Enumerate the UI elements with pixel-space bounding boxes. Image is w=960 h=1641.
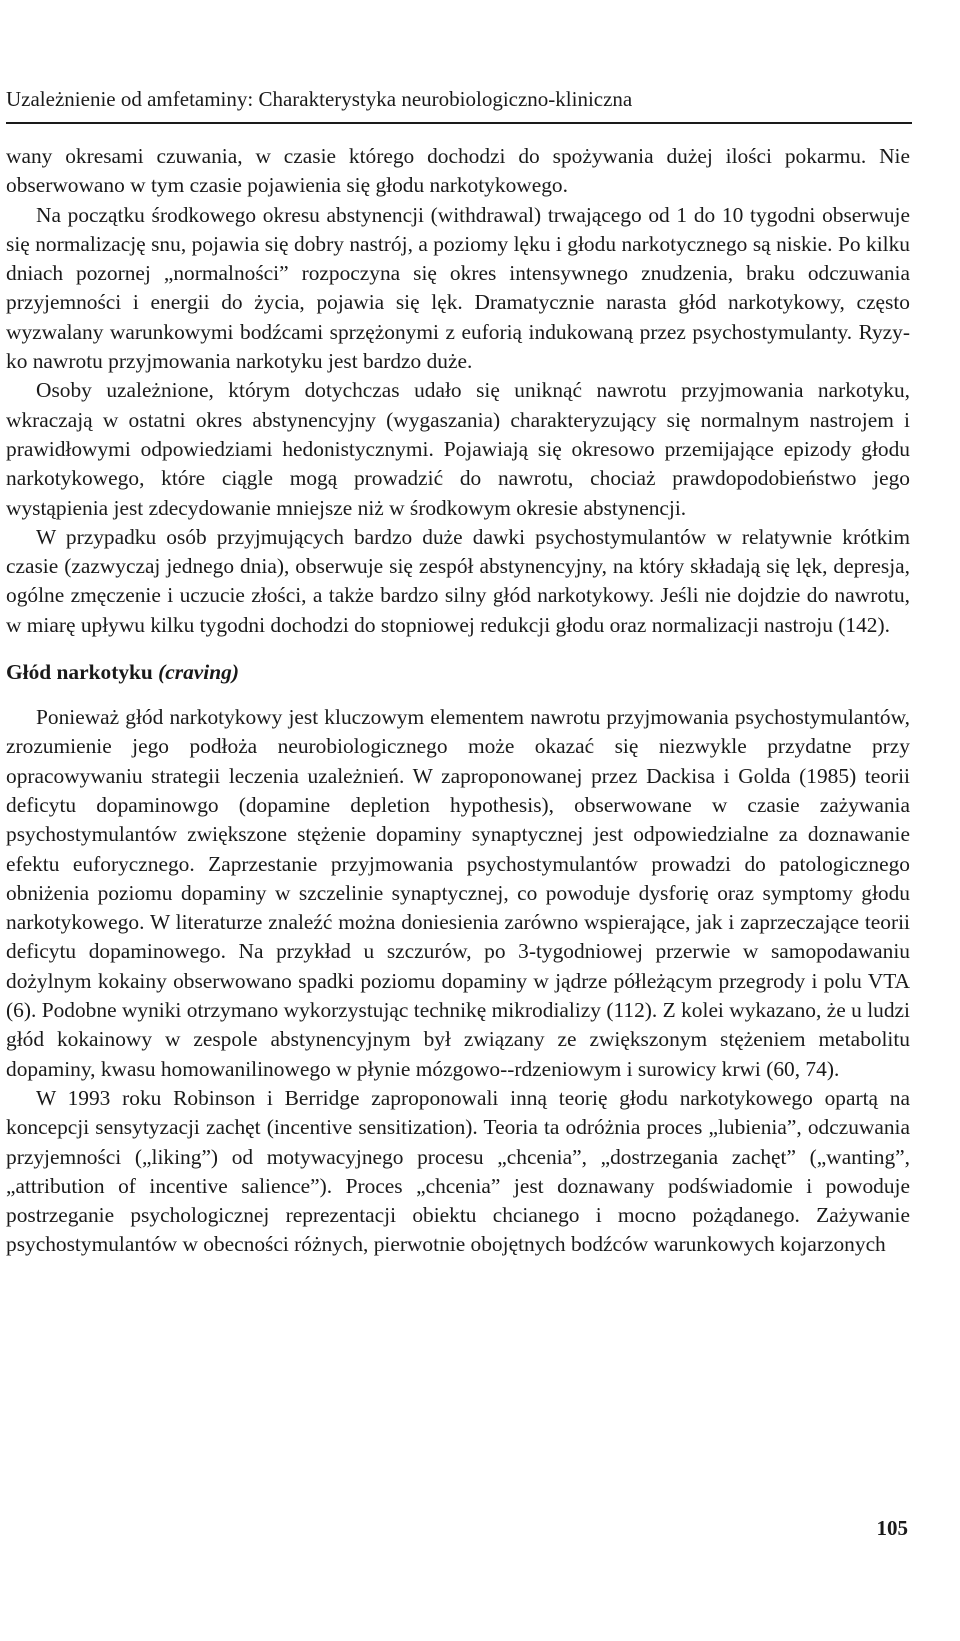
page-number: 105 [876, 1516, 908, 1540]
section-heading-italic: (craving) [158, 660, 239, 685]
running-header: Uzależnienie od amfetaminy: Charakterystyka neurobiologiczno-kliniczna [6, 87, 633, 111]
header-rule [6, 122, 912, 124]
paragraph-high-doses: W przypadku osób przyjmujących bardzo duże dawki psychostymulantów w relatywnie krótkim czasie (zazwyczaj jednego dnia), obserwuje się zespół abstynencyjny, na który składają się lęk, depresja, ogólne zmęczenie i uczucie złości, a także bardzo silny głód narkotykowy. Jeśli nie dojdzie do nawrotu, w miarę upływu kilku tygodni dochodzi do stopniowej redukcji głodu oraz normalizacji nastroju (142). [6, 524, 910, 637]
section-heading [6, 658, 910, 687]
paragraph-continuation: wany okresami czuwania, w czasie którego dochodzi do spożywania dużej ilości pokarmu. Nie obserwowano w tym czasie pojawienia się głodu narkotykowego. [6, 144, 910, 198]
body-text [6, 142, 910, 1260]
section-heading-text: Głód narkotyku [6, 660, 159, 685]
paragraph-dopamine-depletion: Ponieważ głód narkotykowy jest kluczowym elementem nawrotu przyjmowania psychostymulantów, zrozumienie jego podłoża neurobiologicznego może okazać się niezwykle przydatne przy opracowywaniu strategii leczenia uzależnień. W zaproponowanej przez Dackisa i Golda (1985) teorii deficytu dopaminowgo (dopamine depletion hypothesis), obserwowane w czasie zażywania psychostymulantów zwiększone stężenie dopaminy synaptycznej jest odpowiedzialne za doznawanie efektu euforycznego. Zaprzestanie przyjmowania psychostymulantów prowadzi do patologicznego obniżenia poziomu dopaminy w szczelinie synaptycznej, co powoduje dysforię oraz symptomy głodu narkotykowego. W literaturze znaleźć można doniesienia zarówno wspierające, jak i zaprzeczające teorii deficytu dopaminowego. Na przykład u szczurów, po 3-tygodniowej przerwie w samopodawaniu dożylnym kokainy obserwowano spadki poziomu dopaminy w jądrze półleżącym przegrody i polu VTA (6). Podobne wyniki otrzymano wykorzystując technikę mikrodializy (112). Z kolei wykazano, że u ludzi głód kokainowy w zespole abstynencyjnym był związany ze zwiększonym stężeniem metabolitu dopaminy, kwasu homowanilinowego w płynie mózgowo--rdzeniowym i surowicy krwi (60, 74). [6, 705, 910, 1081]
paragraph-incentive-sensitization: W 1993 roku Robinson i Berridge zaproponowali inną teorię głodu narkotykowego opartą na koncepcji sensytyzacji zachęt (incentive sensitization). Teoria ta odróżnia proces „lubienia”, odczuwania przyjemności („liking”) od motywacyjnego procesu „chcenia”, „dostrzegania zachęt” („wanting”, „attribution of incentive salience”). Proces „chcenia” jest doznawany podświadomie i powoduje postrzeganie psychologicznej reprezentacji obiektu chcianego i mocno pożądanego. Zażywanie psychostymulantów w obecności różnych, pierwotnie obojętnych bodźców warunkowych kojarzonych [6, 1085, 910, 1257]
paragraph-last-period: Osoby uzależnione, którym dotychczas udało się uniknąć nawrotu przyjmowania narkotyku, wkraczają w ostatni okres abstynencyjny (wygaszania) charakteryzujący się normalnym nastrojem i prawidłowymi odpowiedziami hedonistycznymi. Pojawiają się okresowo przemijające epizody głodu narkotykowego, które ciągle mogą prowadzić do nawrotu, chociaż prawdopodobieństwo jego wystąpienia jest zdecydowanie mniejsze niż w środkowym okresie abstynencji. [6, 378, 910, 520]
paragraph-middle-withdrawal: Na początku środkowego okresu abstynencji (withdrawal) trwającego od 1 do 10 tygodni obserwuje się normalizację snu, pojawia się dobry nastrój, a poziomy lęku i głodu narkotycznego są niskie. Po kilku dniach pozornej „normalności” rozpoczyna się okres intensywnego znudzenia, braku odczuwania przyjemności i energii do życia, pojawia się lęk. Dramatycznie narasta głód narkotykowy, często wyzwalany warunkowymi bodźcami sprzężonymi z euforią indukowaną przez psychostymulanty. Ryzyko nawrotu przyjmowania narkotyku jest bardzo duże. [6, 202, 910, 374]
